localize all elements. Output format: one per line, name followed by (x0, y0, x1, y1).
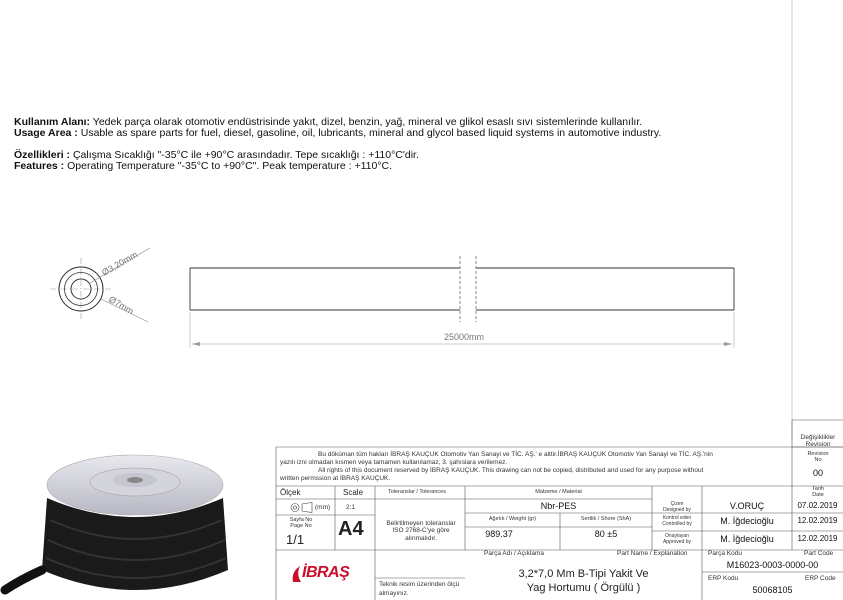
hardness-value: 80 ±5 (594, 529, 618, 539)
approved-by-label: Onaylayan Approved by (662, 533, 692, 545)
features-en: Features : Operating Temperature "-35°C to +90°C". Peak temperature : +110°C. (14, 160, 393, 172)
part-code-label-tr: Parça Kodu (708, 550, 742, 557)
copyright-tr-2: yazılı izni olmadan kısmen veya tamamen kullanılamaz, 3. şahıslara verilemez. (280, 459, 508, 466)
inner-diameter-label: Ø3,20mm (100, 249, 140, 278)
designed-date: 07.02.2019 (797, 501, 838, 510)
erp-code-value: 50068105 (752, 585, 793, 595)
revision-no-label: Revision No (807, 451, 829, 464)
revision-header: Değişiklikler Revision (800, 434, 836, 449)
tolerances-text: Belirtilmeyen toleranslar ISO 2768-C'ye göre alınmalıdır. (386, 520, 456, 542)
page-no-label: Sayfa No Page No (289, 517, 313, 530)
length-label: 25000mm (444, 332, 485, 342)
tolerances-label: Toleranslar / Tolerances (388, 489, 446, 495)
date-label: Tarih Date (812, 486, 824, 499)
copyright-tr: Bu döküman tüm hakları İBRAŞ KAUÇUK Otomotiv Yan Sanayi ve TİC. AŞ.' e aittir.İBRAŞ KAUÇUK Otomotiv Yan Sanayi ve TİC. AŞ.'nin (318, 451, 713, 458)
erp-code-label-en: ERP Code (805, 575, 836, 582)
designed-by-name: V.ORUÇ (729, 501, 765, 511)
usage-en: Usage Area : Usable as spare parts for fuel, diesel, gasoline, oil, lubricants, mineral and glycol based liquid systems in automotive industry. (14, 127, 662, 139)
controlled-by-label: Kontrol eden Controlled by (662, 515, 692, 527)
company-logo: İBRAŞ (290, 562, 370, 586)
technical-note: Teknik resim üzerinden ölçü almayınız. (379, 581, 460, 598)
scale-label-tr: Ölçek (280, 488, 301, 497)
paper-size: A4 (338, 518, 364, 540)
usage-tr: Kullanım Alanı: Yedek parça olarak otomotiv endüstrisinde yakıt, dizel, benzin, yağ, mineral ve glikol esaslı sıvı sistemlerinde kullanılır. (14, 116, 643, 128)
copyright-en-2: written permssion at İBRAŞ KAUÇUK. (280, 475, 391, 482)
units-label: (mm) (315, 504, 331, 511)
scale-value: 2:1 (346, 504, 356, 511)
features-tr: Özellikleri : Çalışma Sıcaklığı "-35°C ile +90°C arasındadır. Tepe sıcaklığı : +110°C'dir. (14, 149, 419, 161)
part-name-label-tr: Parça Adı / Açıklama (484, 550, 544, 557)
projection-symbol-icon (290, 502, 314, 513)
scale-label-en: Scale (343, 488, 364, 497)
outer-diameter-label: Ø7mm (107, 294, 136, 317)
page-no-value: 1/1 (286, 532, 305, 547)
material-label: Malzeme / Material (535, 489, 582, 495)
weight-label: Ağırlık / Weight (gr) (488, 516, 537, 522)
hardness-label: Sertlik / Shore (ShA) (580, 516, 632, 522)
weight-value: 989.37 (485, 529, 513, 539)
part-code-label-en: Part Code (804, 550, 834, 557)
part-name-value: 3,2*7,0 Mm B-Tipi Yakit Ve Yag Hortumu ( Örgülü ) (518, 568, 649, 594)
revision-no-value: 00 (812, 468, 823, 478)
part-name-label-en: Part Name / Explanation (617, 550, 688, 557)
copyright-en: All rights of this document reserved by İBRAŞ KAUÇUK. This drawing can not be copied, distributed and used for any purpose without (318, 467, 704, 474)
approved-date: 12.02.2019 (797, 534, 838, 543)
part-code-value: M16023-0003-0000-00 (726, 560, 819, 570)
erp-code-label-tr: ERP Kodu (708, 575, 739, 582)
controlled-by-name: M. İğdecioğlu (720, 516, 774, 526)
material-value: Nbr-PES (540, 501, 577, 511)
designed-by-label: Çizen Designed by (663, 501, 691, 513)
approved-by-name: M. İğdecioğlu (720, 534, 774, 544)
controlled-date: 12.02.2019 (797, 516, 838, 525)
